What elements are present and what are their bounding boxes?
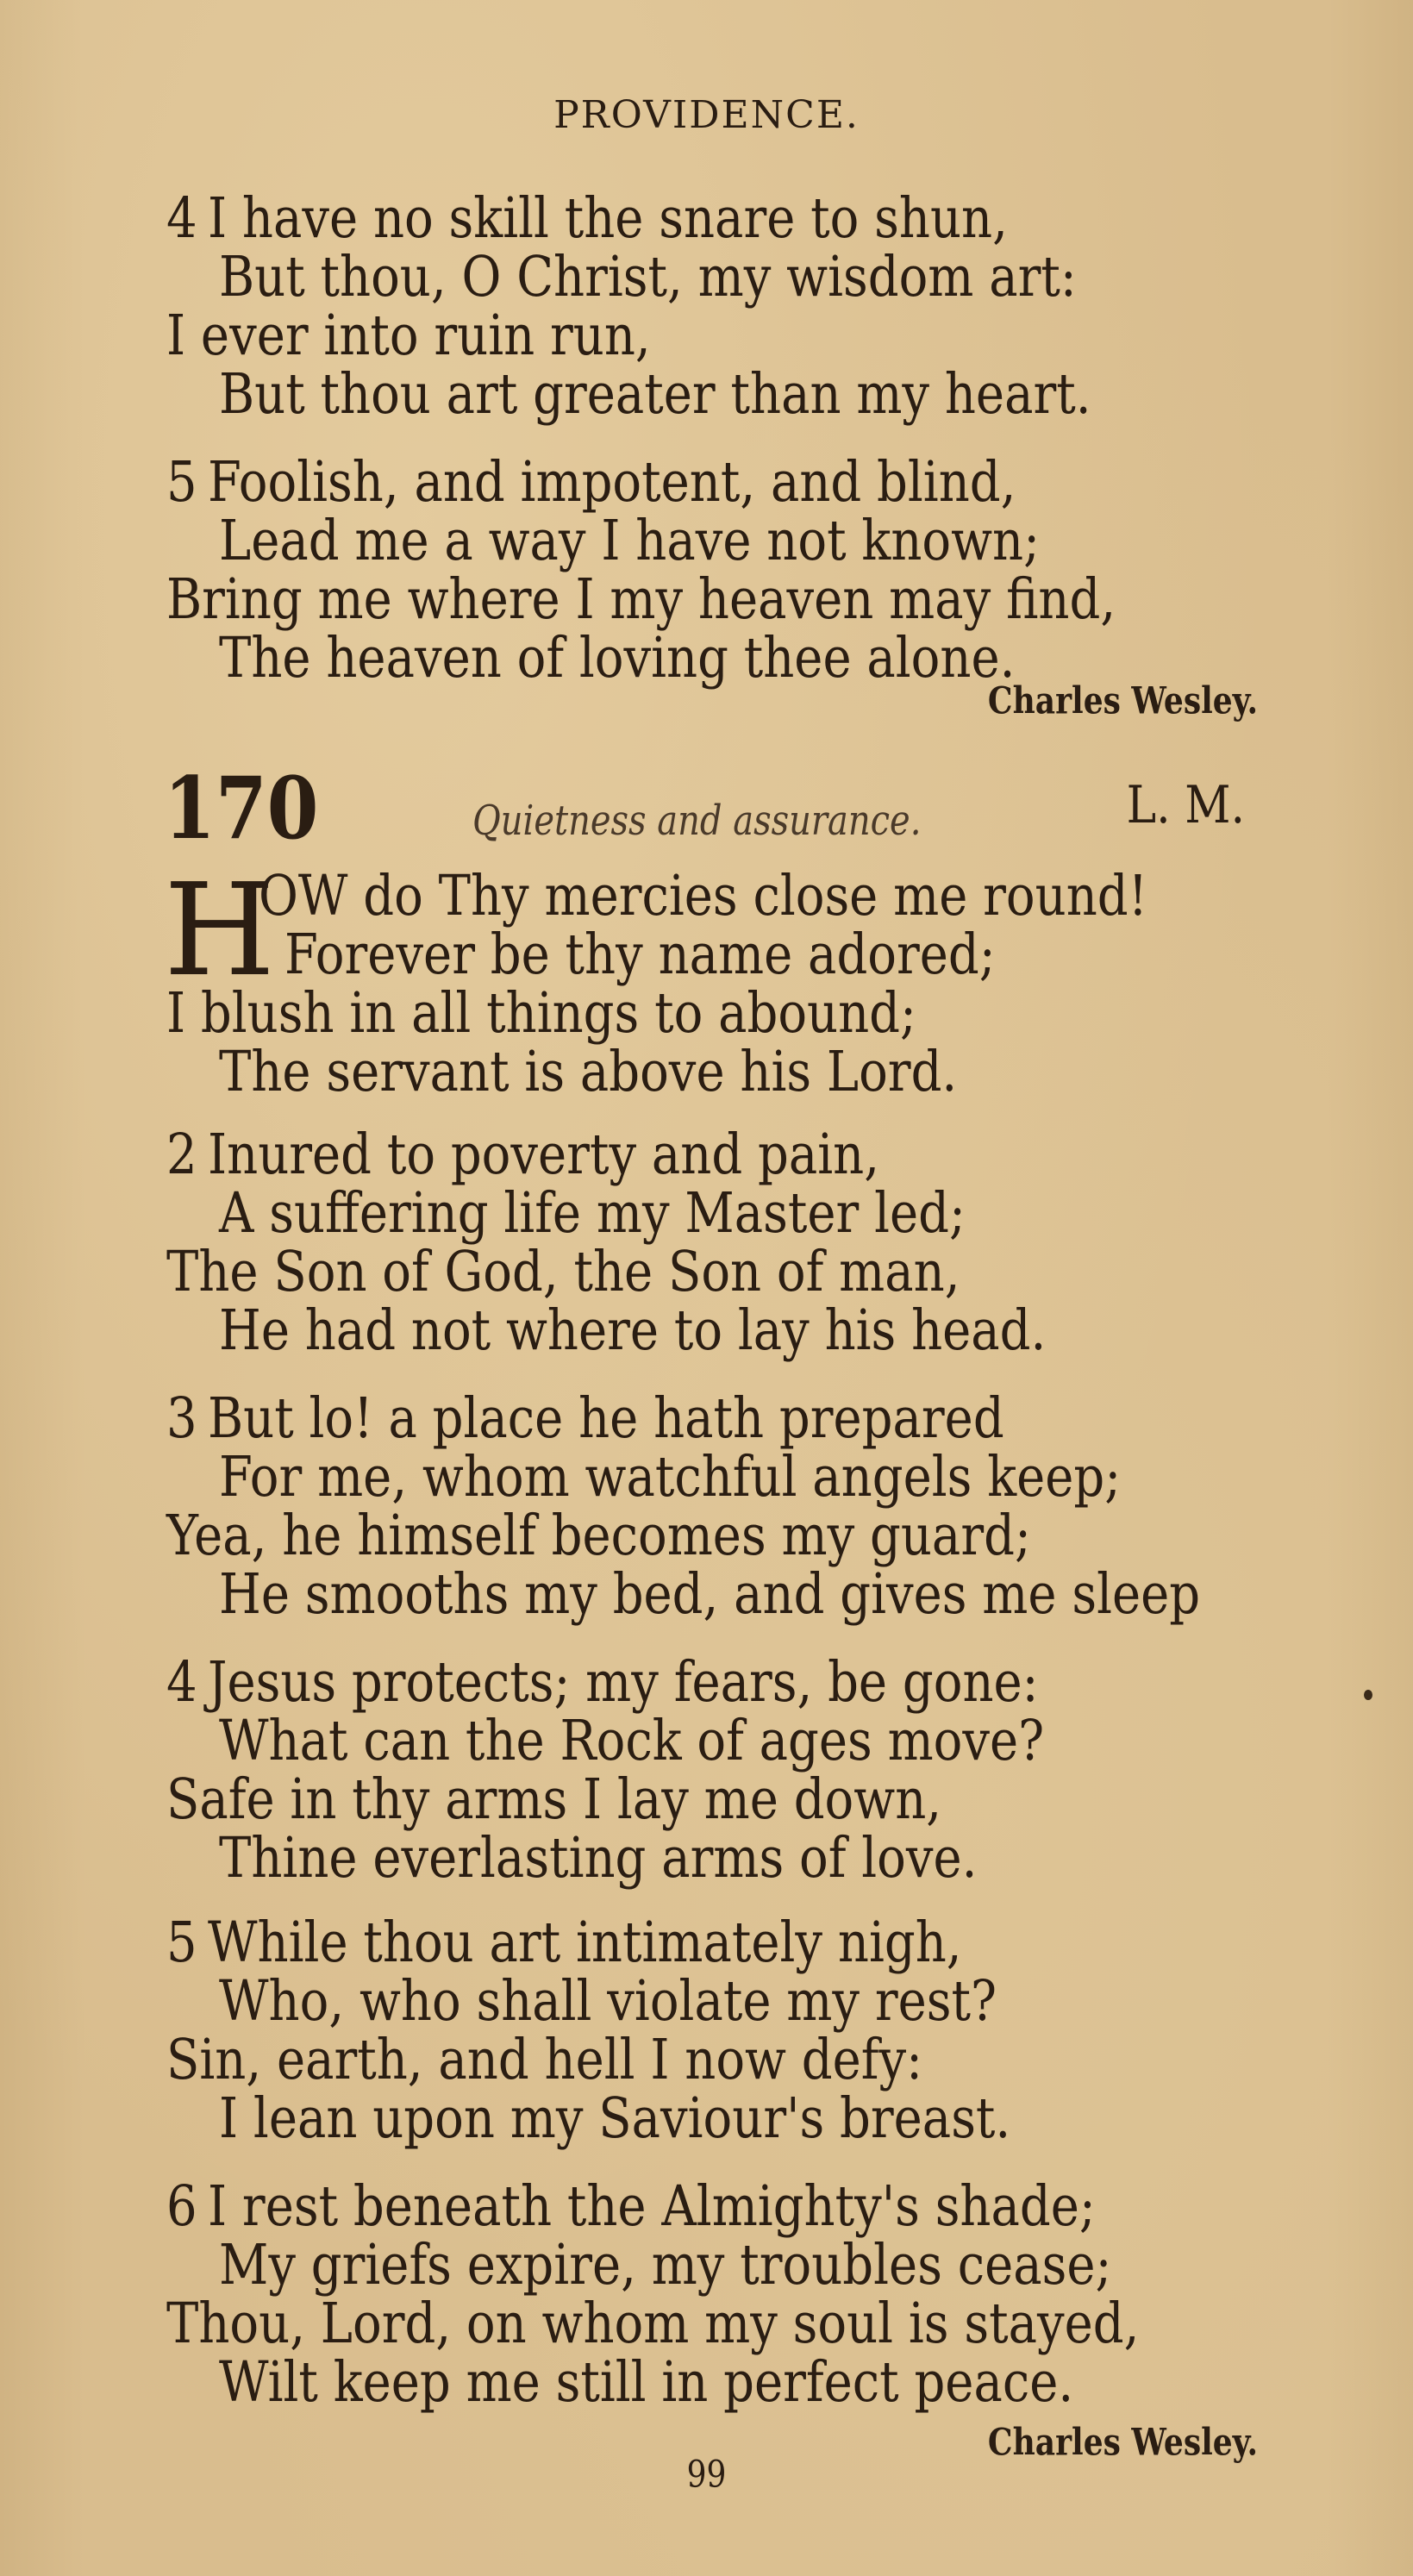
stanza-line: 2 Inured to poverty and pain, [166,1122,879,1187]
stanza-line: A suffering life my Master led; [219,1181,966,1246]
stanza-line: My griefs expire, my troubles cease; [219,2233,1112,2298]
stanza-line: The heaven of loving thee alone. [219,626,1016,691]
stanza-line: Sin, earth, and hell I now defy: [166,2028,922,2092]
page-number: 99 [686,2453,727,2497]
stanza-line: I lean upon my Saviour's breast. [219,2086,1011,2151]
author-attribution: Charles Wesley. [987,2421,1258,2465]
stanza-line: Lead me a way I have not known; [219,509,1040,573]
running-head: PROVIDENCE. [553,93,860,137]
stanza-line: Thine everlasting arms of love. [219,1826,978,1891]
hymn-number: 170 [164,759,319,860]
stanza-line: But thou, O Christ, my wisdom art: [219,245,1077,309]
stanza-line: For me, whom watchful angels keep; [219,1445,1122,1510]
stanza-line: 4 I have no skill the snare to shun, [166,186,1008,251]
stanza-line: Yea, he himself becomes my guard; [166,1504,1031,1568]
stanza-line: 6 I rest beneath the Almighty's shade; [166,2174,1096,2239]
hymn-meter: L. M. [1126,776,1245,835]
stanza-number: 5 [166,1910,197,1975]
stanza-line: The servant is above his Lord. [219,1040,958,1104]
stanza-number: 6 [166,2174,197,2239]
stanza-number: 3 [166,1386,197,1451]
stanza-line: Safe in thy arms I lay me down, [166,1767,942,1832]
stanza-number: 2 [166,1122,197,1187]
stanza-line: 5 While thou art intimately nigh, [166,1910,962,1975]
stanza-line: 5 Foolish, and impotent, and blind, [166,450,1016,515]
ink-speck [1364,1690,1372,1700]
drop-cap: H [164,856,276,1004]
stanza-line: 4 Jesus protects; my fears, be gone: [166,1650,1039,1715]
stanza-line: Thou, Lord, on whom my soul is stayed, [166,2292,1140,2356]
stanza-number: 4 [166,1650,197,1715]
stanza-line: I blush in all things to abound; [166,981,916,1046]
stanza-line: Who, who shall violate my rest? [219,1969,997,2034]
hymn-title: Quietness and assurance. [472,797,922,846]
stanza-number: 5 [166,450,197,515]
stanza-line: Wilt keep me still in perfect peace. [219,2350,1074,2415]
author-attribution: Charles Wesley. [987,679,1258,723]
stanza-line: Forever be thy name adored; [284,922,996,987]
stanza-line: What can the Rock of ages move? [219,1709,1045,1773]
stanza-line: Bring me where I my heaven may find, [166,567,1116,632]
stanza-line: He smooths my bed, and gives me sleep [219,1562,1201,1627]
stanza-number: 4 [166,186,197,251]
stanza-line: 3 But lo! a place he hath prepared [166,1386,1004,1451]
stanza-line: The Son of God, the Son of man, [166,1240,960,1304]
stanza-line: OW do Thy mercies close me round! [259,864,1148,928]
stanza-line: But thou art greater than my heart. [219,362,1091,427]
stanza-line: He had not where to lay his head. [219,1298,1047,1363]
stanza-line: I ever into ruin run, [166,303,651,368]
